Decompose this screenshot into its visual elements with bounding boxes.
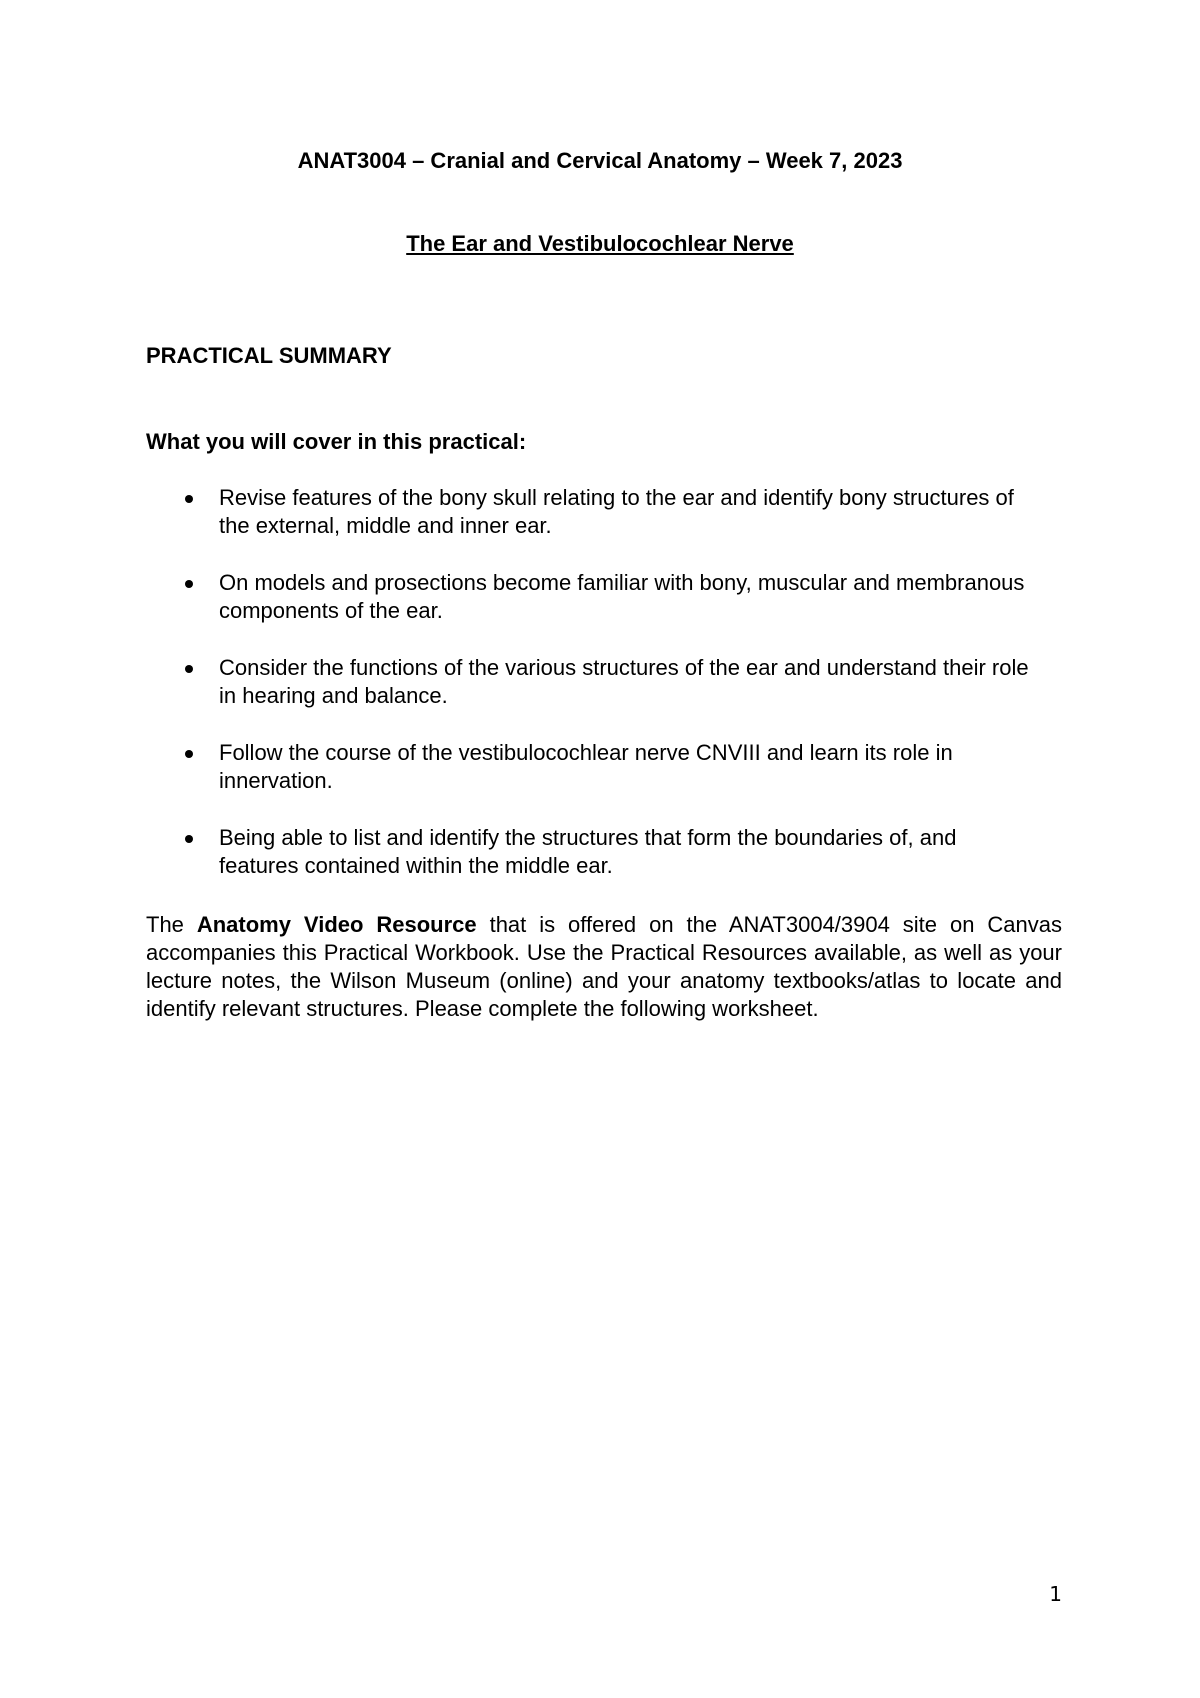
section-heading: PRACTICAL SUMMARY bbox=[146, 343, 392, 368]
closing-paragraph bbox=[146, 911, 1062, 1023]
objectives-list bbox=[0, 484, 1200, 909]
list-item bbox=[0, 484, 1039, 540]
objectives-intro: What you will cover in this practical: bbox=[146, 429, 527, 454]
list-item bbox=[0, 739, 1039, 795]
objective-text: Follow the course of the vestibulocochlear nerve CNVIII and learn its role in innervation. bbox=[219, 740, 953, 793]
document-subtitle: The Ear and Vestibulocochlear Nerve bbox=[406, 231, 794, 256]
document-title: ANAT3004 – Cranial and Cervical Anatomy – Week 7, 2023 bbox=[297, 148, 903, 173]
list-item bbox=[0, 824, 1039, 880]
bullet-icon bbox=[185, 665, 193, 673]
objective-text: Being able to list and identify the structures that form the boundaries of, and features contained within the middle ear. bbox=[219, 825, 957, 878]
list-item bbox=[0, 654, 1039, 710]
closing-lead: The bbox=[146, 912, 197, 937]
objective-text: Consider the functions of the various structures of the ear and understand their role in hearing and balance. bbox=[219, 655, 1029, 708]
page-number: 1 bbox=[1049, 1582, 1062, 1606]
bullet-icon bbox=[185, 835, 193, 843]
bullet-icon bbox=[185, 750, 193, 758]
objective-text: On models and prosections become familiar with bony, muscular and membranous components of the ear. bbox=[219, 570, 1025, 623]
list-item bbox=[0, 569, 1039, 625]
bullet-icon bbox=[185, 580, 193, 588]
objective-text: Revise features of the bony skull relating to the ear and identify bony structures of the external, middle and inner ear. bbox=[219, 485, 1014, 538]
closing-text: that is offered on the ANAT3004/3904 site on Canvas accompanies this Practical Workbook. Use the Practical Resources available, as well as your lecture notes, the Wilson Museum (online) and your anatomy textbooks/atlas to locate and identify relevant structures. Please complete the following worksheet. bbox=[146, 912, 1062, 1021]
anatomy-video-resource-emphasis: Anatomy Video Resource bbox=[196, 912, 477, 937]
bullet-icon bbox=[185, 495, 193, 503]
